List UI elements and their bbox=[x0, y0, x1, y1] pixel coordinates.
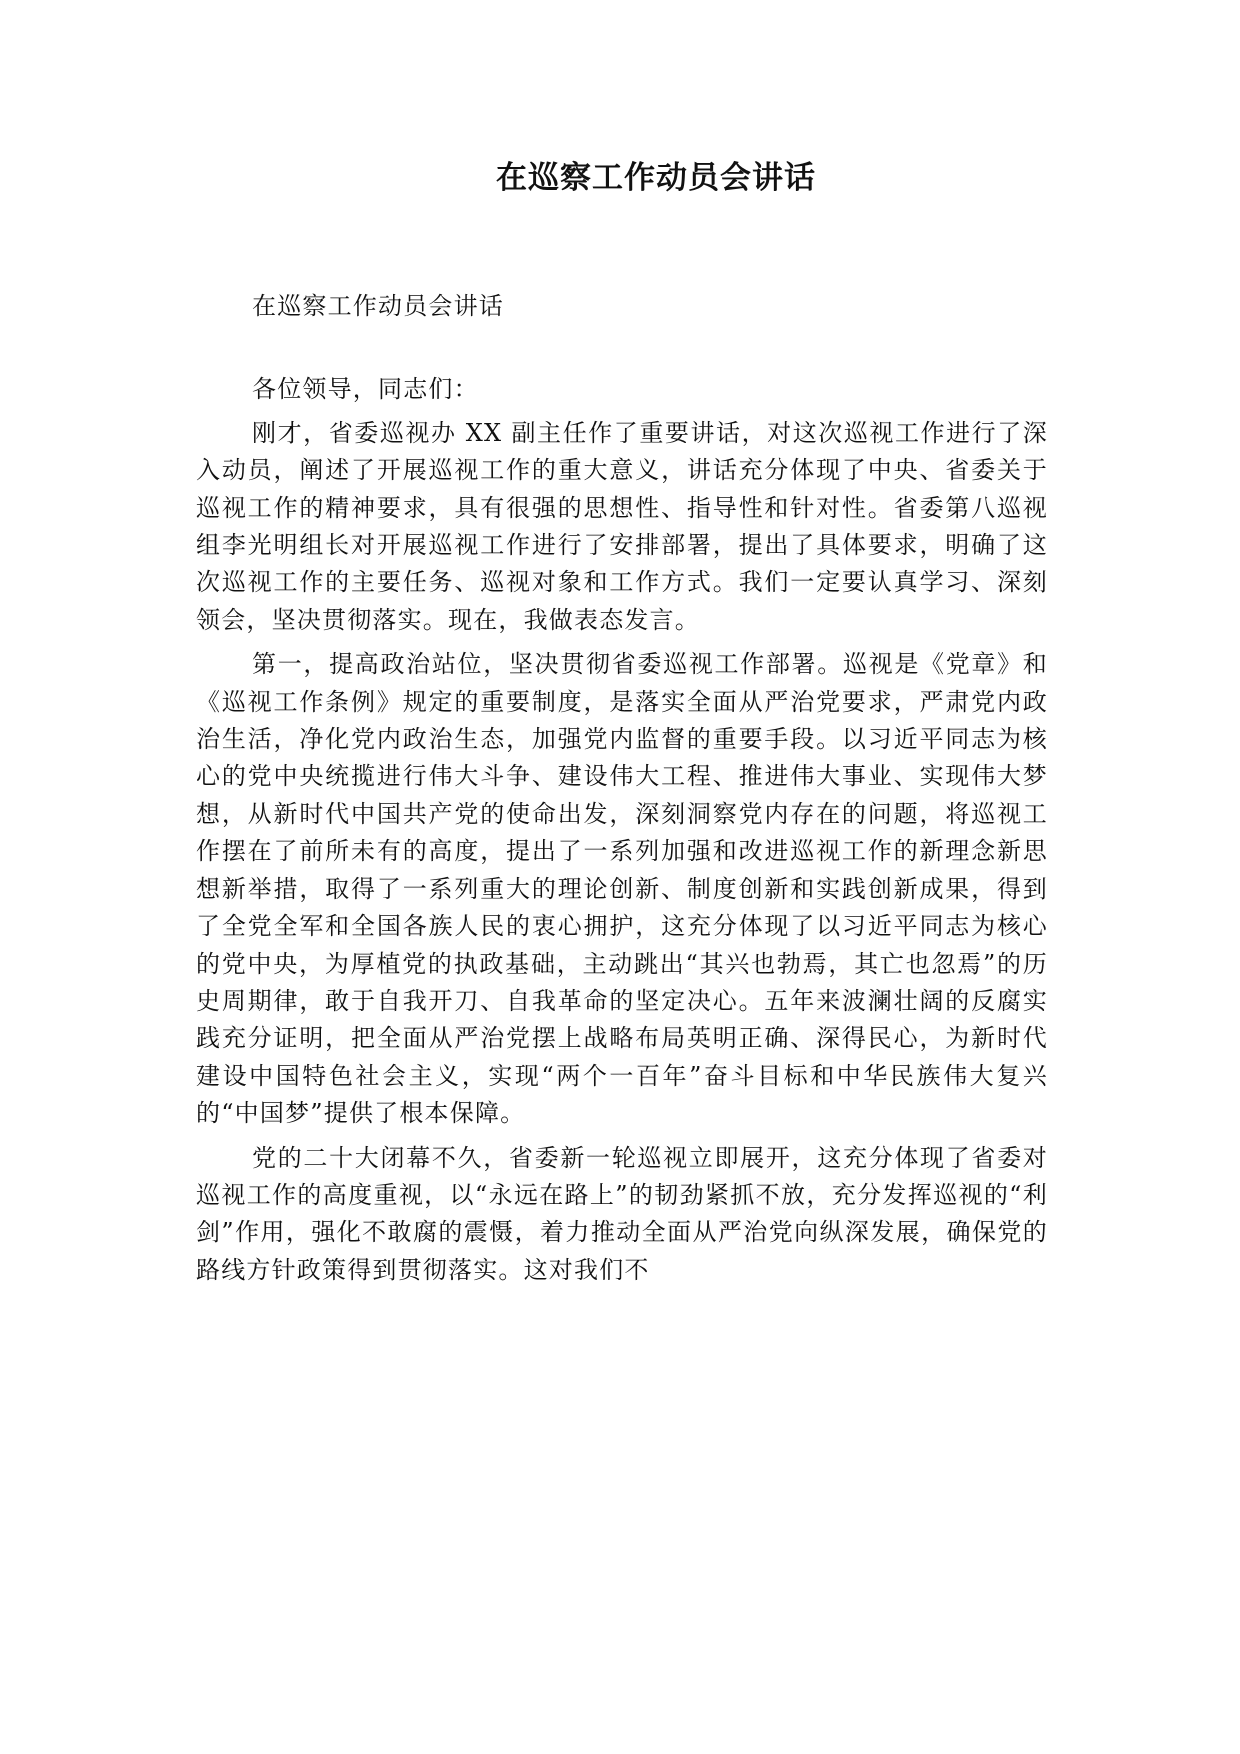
paragraph-opening: 刚才，省委巡视办 XX 副主任作了重要讲话，对这次巡视工作进行了深入动员，阐述了开展巡视工作的重大意义，讲话充分体现了中央、省委关于巡视工作的精神要求，具有很强的思想性、指导性和针对性。省委第八巡视组李光明组长对开展巡视工作进行了安排部署，提出了具体要求，明确了这次巡视工作的主要任务、巡视对象和工作方式。我们一定要认真学习、深刻领会，坚决贯彻落实。现在，我做表态发言。 bbox=[196, 418, 1048, 634]
document-subheading: 在巡察工作动员会讲话 bbox=[252, 292, 504, 320]
salutation: 各位领导，同志们： bbox=[252, 375, 479, 404]
paragraph-continuation: 党的二十大闭幕不久，省委新一轮巡视立即展开，这充分体现了省委对巡视工作的高度重视，以“永远在路上”的韧劲紧抓不放，充分发挥巡视的“利剑”作用，强化不敢腐的震慑，着力推动全面从严治党向纵深发展，确保党的路线方针政策得到贯彻落实。这对我们不 bbox=[196, 1143, 1048, 1284]
document-body bbox=[196, 288, 1048, 1296]
document-title: 在巡察工作动员会讲话 bbox=[496, 160, 816, 196]
paragraph-first-point: 第一，提高政治站位，坚决贯彻省委巡视工作部署。巡视是《党章》和《巡视工作条例》规定的重要制度，是落实全面从严治党要求，严肃党内政治生活，净化党内政治生态，加强党内监督的重要手段。以习近平同志为核心的党中央统揽进行伟大斗争、建设伟大工程、推进伟大事业、实现伟大梦想，从新时代中国共产党的使命出发，深刻洞察党内存在的问题，将巡视工作摆在了前所未有的高度，提出了一系列加强和改进巡视工作的新理念新思想新举措，取得了一系列重大的理论创新、制度创新和实践创新成果，得到了全党全军和全国各族人民的衷心拥护，这充分体现了以习近平同志为核心的党中央，为厚植党的执政基础，主动跳出“其兴也勃焉，其亡也忽焉”的历史周期律，敢于自我开刀、自我革命的坚定决心。五年来波澜壮阔的反腐实践充分证明，把全面从严治党摆上战略布局英明正确、深得民心，为新时代建设中国特色社会主义，实现“两个一百年”奋斗目标和中华民族伟大复兴的“中国梦”提供了根本保障。 bbox=[196, 650, 1048, 1128]
